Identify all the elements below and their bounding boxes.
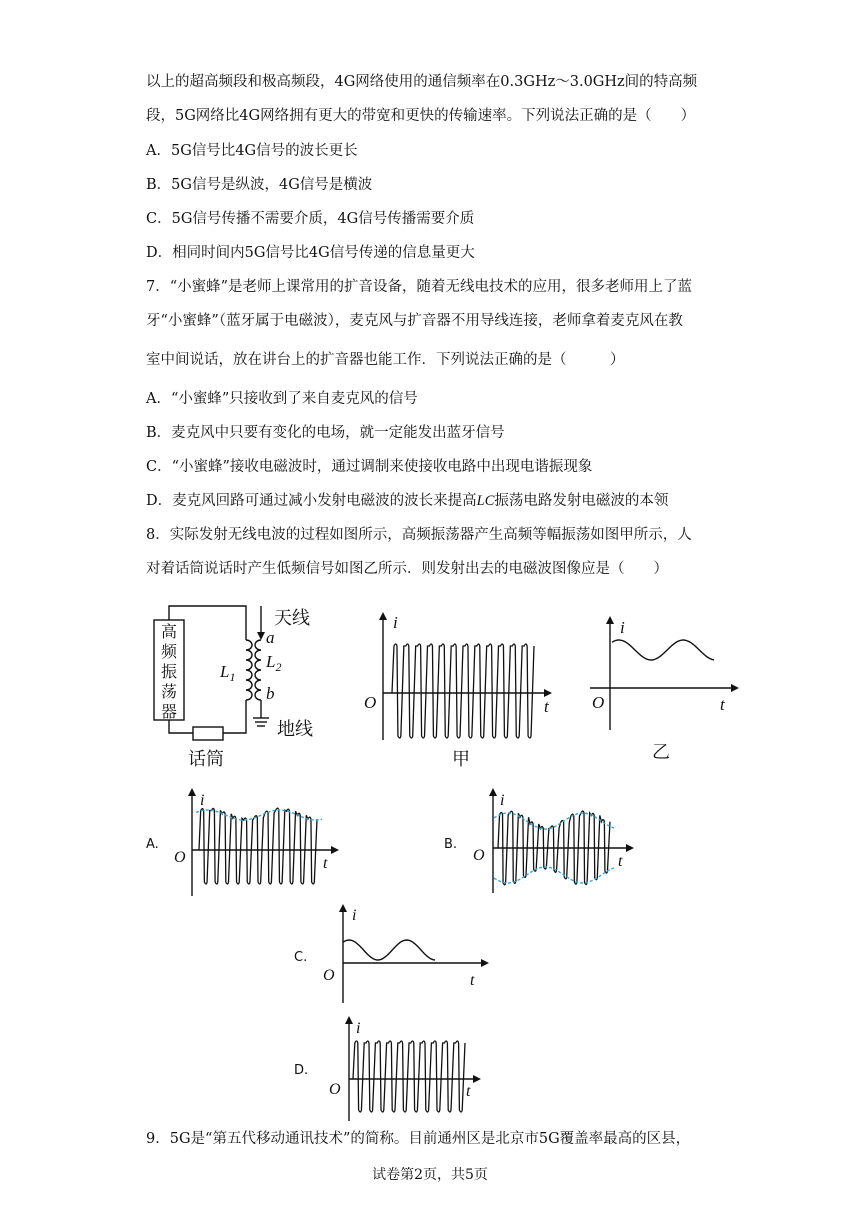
- q6-line-2: 段，5G网络比4G网络拥有更大的带宽和更快的传输速率。下列说法正确的是（ ）: [146, 108, 696, 124]
- option-a-wave: [199, 808, 317, 884]
- graph-jia-axis-i: i: [393, 613, 398, 632]
- q9-stem: 9．5G是“第五代移动通讯技术”的简称。目前通州区是北京市5G覆盖率最高的区县，: [146, 1131, 691, 1147]
- graph-jia-wave: [392, 644, 534, 738]
- option-d-graph: [294, 1020, 477, 1121]
- option-a-origin: O: [174, 849, 186, 866]
- option-a-graph: [146, 792, 335, 896]
- option-b-label: B.: [444, 837, 458, 852]
- oscillator-char: 振: [160, 662, 178, 681]
- q7-option-b: B．麦克风中只要有变化的电场，就一定能发出蓝牙信号: [146, 425, 505, 441]
- option-d-origin: O: [329, 1081, 341, 1098]
- graph-yi-origin: O: [592, 693, 605, 712]
- oscillator-char: 高: [160, 622, 178, 641]
- q6-option-a: A．5G信号比4G信号的波长更长: [146, 143, 358, 159]
- option-a-axis-i: i: [200, 792, 205, 809]
- antenna-label: 天线: [274, 608, 310, 629]
- option-c-wave: [343, 940, 435, 960]
- ground-label: 地线: [277, 719, 313, 740]
- oscillator-label: [161, 622, 178, 721]
- q6-option-b: B．5G信号是纵波，4G信号是横波: [146, 177, 373, 193]
- option-c-axis-t: t: [470, 972, 475, 989]
- graph-jia: [364, 613, 550, 770]
- option-d-wave: [353, 1041, 465, 1112]
- q8-stem-1: 8．实际发射无线电波的过程如图所示，高频振荡器产生高频等幅振荡如图甲所示，人: [146, 527, 692, 543]
- q6-option-d: D．相同时间内5G信号比4G信号传递的信息量更大: [146, 245, 475, 261]
- graph-yi-label: 乙: [652, 742, 670, 763]
- oscillator-char: 器: [160, 702, 178, 721]
- q7-option-c: C．“小蜜蜂”接收电磁波时，通过调制来使接收电路中出现电谐振现象: [146, 459, 593, 475]
- page-footer: 试卷第2页，共5页: [372, 1167, 488, 1183]
- coil-l2-sub: 2: [275, 660, 282, 674]
- option-b-origin: O: [473, 847, 485, 864]
- graph-jia-origin: O: [364, 693, 377, 712]
- graph-yi-axis-i: i: [620, 618, 625, 637]
- q7-option-d-post: 振荡电路发射电磁波的本领: [494, 493, 669, 509]
- oscillator-char: 频: [160, 642, 178, 661]
- graph-jia-label: 甲: [452, 749, 470, 770]
- option-b-envelope-bottom: [494, 867, 614, 883]
- q7-stem-1: 7．“小蜜蜂”是老师上课常用的扩音设备，随着无线电技术的应用，很多老师用上了蓝: [146, 279, 693, 295]
- option-b-graph: [444, 792, 630, 893]
- q7-option-d-pre: D．麦克风回路可通过减小发射电磁波的波长来提高: [146, 493, 477, 509]
- q7-option-a: A．“小蜜蜂”只接收到了来自麦克风的信号: [146, 391, 418, 407]
- option-b-envelope-top: [494, 813, 614, 829]
- option-c-graph: [294, 907, 485, 1003]
- q8-stem-2: 对着话筒说话时产生低频信号如图乙所示．则发射出去的电磁波图像应是（ ）: [146, 561, 668, 577]
- circuit-wire-return: [223, 700, 246, 733]
- option-a-axis-t: t: [323, 855, 328, 872]
- graph-yi-axis-t: t: [720, 695, 725, 714]
- option-c-origin: O: [323, 967, 335, 984]
- microphone-box: [193, 727, 223, 740]
- q7-option-d-lc: LC: [476, 493, 495, 509]
- graph-jia-axis-t: t: [544, 697, 549, 716]
- oscillator-char: 荡: [160, 682, 178, 701]
- coil-l1: [246, 640, 252, 700]
- coil-l1-label: $L_1$: [220, 662, 236, 684]
- option-d-axis-i: i: [356, 1020, 361, 1037]
- q6-option-c: C．5G信号传播不需要介质，4G信号传播需要介质: [146, 211, 475, 227]
- point-b-label: b: [266, 684, 275, 703]
- option-a-label: A.: [146, 837, 159, 852]
- graph-yi-wave: [612, 640, 714, 660]
- coil-l2-label: $L_2$: [266, 652, 282, 674]
- option-b-axis-t: t: [618, 853, 623, 870]
- q7-stem-2: 牙“小蜜蜂”（蓝牙属于电磁波），麦克风与扩音器不用导线连接，老师拿着麦克风在教: [146, 313, 683, 329]
- coil-l1-sub: 1: [229, 670, 236, 684]
- point-a-label: a: [266, 628, 275, 647]
- q7-stem-3: 室中间说话，放在讲台上的扩音器也能工作．下列说法正确的是（ ）: [146, 352, 625, 368]
- circuit-wire-top: [169, 606, 246, 640]
- q6-line-1: 以上的超高频段和极高频段，4G网络使用的通信频率在0.3GHz～3.0GHz间的特高频: [146, 74, 698, 90]
- option-b-axis-i: i: [500, 792, 505, 809]
- option-d-label: D.: [294, 1063, 309, 1078]
- coil-l2: [255, 640, 261, 700]
- option-c-label: C.: [294, 950, 308, 965]
- circuit-wire-bottom: [169, 720, 193, 733]
- microphone-label: 话筒: [188, 749, 224, 770]
- option-c-axis-i: i: [352, 907, 357, 924]
- graph-yi: [590, 618, 735, 763]
- option-d-axis-t: t: [466, 1083, 471, 1100]
